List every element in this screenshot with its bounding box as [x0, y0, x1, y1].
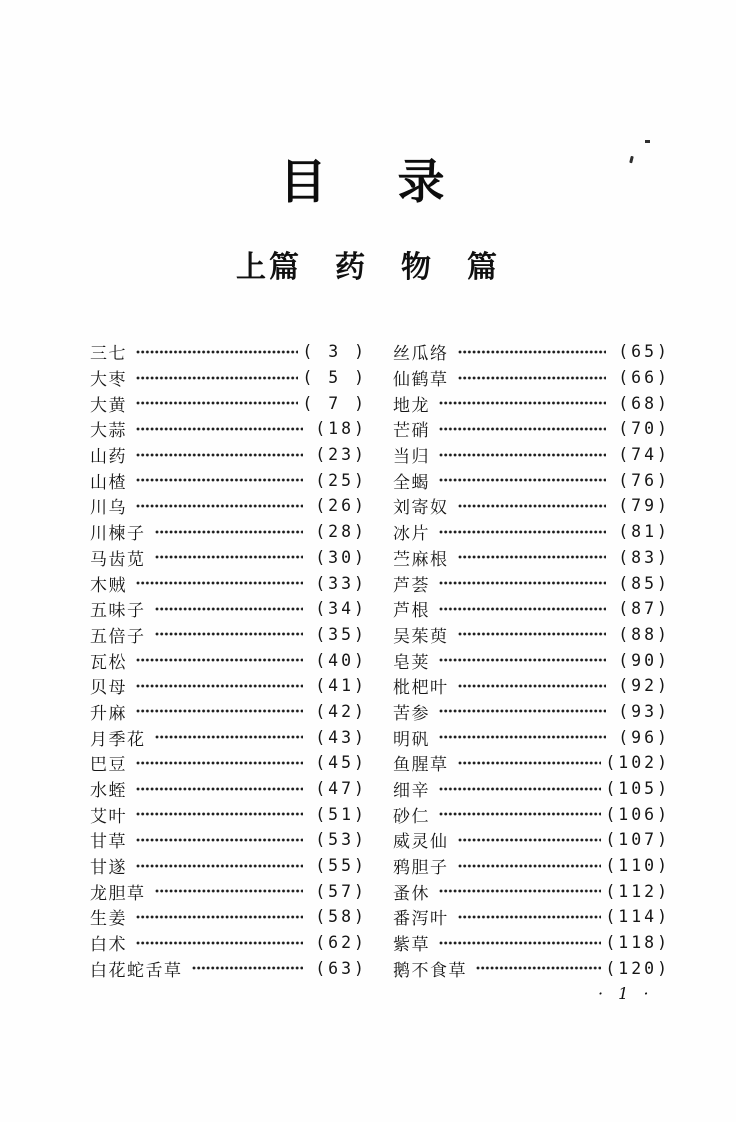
entry-name: 月季花 — [90, 729, 146, 749]
toc-entry — [90, 827, 367, 853]
folio-page-number: · 1 · — [598, 984, 654, 1003]
entry-page: (88) — [618, 624, 670, 644]
dot-leader — [136, 423, 303, 437]
entry-page: (90) — [618, 650, 670, 670]
entry-name: 生姜 — [90, 909, 127, 929]
dot-leader — [136, 654, 303, 668]
entry-page: (40) — [315, 650, 367, 670]
dot-leader — [458, 500, 607, 514]
entry-page: (53) — [315, 830, 367, 850]
toc-entry — [393, 622, 670, 648]
toc-entry — [90, 956, 367, 982]
toc-entry — [393, 467, 670, 493]
dot-leader — [136, 911, 303, 925]
entry-page: (76) — [618, 470, 670, 490]
dot-leader — [439, 654, 606, 668]
entry-page: (34) — [315, 599, 367, 619]
dot-leader — [458, 551, 607, 565]
entry-page: (26) — [315, 496, 367, 516]
entry-page: (62) — [315, 933, 367, 953]
toc-entry — [90, 853, 367, 879]
entry-name: 砂仁 — [393, 806, 430, 826]
entry-name: 水蛭 — [90, 781, 127, 801]
entry-name: 番泻叶 — [393, 909, 449, 929]
entry-name: 皂荚 — [393, 652, 430, 672]
toc-entry — [90, 365, 367, 391]
toc-entry — [90, 442, 367, 468]
toc-column-left — [90, 339, 367, 981]
entry-name: 威灵仙 — [393, 832, 449, 852]
dot-leader — [136, 757, 303, 771]
dot-leader — [458, 834, 602, 848]
dot-leader — [439, 526, 606, 540]
dot-leader — [155, 551, 304, 565]
toc-entry — [393, 570, 670, 596]
scan-speck — [645, 140, 650, 143]
dot-leader — [136, 346, 298, 360]
toc-entry — [393, 493, 670, 519]
entry-name: 芒硝 — [393, 421, 430, 441]
toc-entry — [90, 416, 367, 442]
dot-leader — [136, 577, 303, 591]
entry-page: (114) — [605, 907, 670, 927]
toc-entry — [393, 365, 670, 391]
dot-leader — [155, 885, 304, 899]
entry-page: (58) — [315, 907, 367, 927]
toc-entry — [393, 339, 670, 365]
section-heading: 上篇 药 物 篇 — [236, 251, 500, 284]
dot-leader — [136, 808, 303, 822]
entry-name: 山药 — [90, 447, 127, 467]
entry-page: (120) — [605, 958, 670, 978]
entry-page: (66) — [618, 368, 670, 388]
toc-entry — [90, 673, 367, 699]
page-title: 目 录 — [279, 155, 457, 210]
toc-entry — [90, 570, 367, 596]
entry-name: 鱼腥草 — [393, 755, 449, 775]
dot-leader — [136, 397, 298, 411]
toc-entry — [393, 956, 670, 982]
toc-entry — [90, 724, 367, 750]
entry-name: 大蒜 — [90, 421, 127, 441]
toc-entry — [393, 699, 670, 725]
entry-page: (33) — [315, 573, 367, 593]
entry-name: 山楂 — [90, 472, 127, 492]
toc-entry — [90, 801, 367, 827]
toc-entry — [393, 545, 670, 571]
entry-page: (18) — [315, 419, 367, 439]
dot-leader — [439, 603, 606, 617]
toc-entry — [90, 545, 367, 571]
toc-entry — [393, 442, 670, 468]
entry-name: 苎麻根 — [393, 549, 449, 569]
entry-page: (41) — [315, 676, 367, 696]
toc-entry — [393, 416, 670, 442]
toc-entry — [393, 596, 670, 622]
entry-name: 龙胆草 — [90, 883, 146, 903]
entry-name: 丝瓜络 — [393, 344, 449, 364]
entry-page: (51) — [315, 804, 367, 824]
dot-leader — [439, 937, 601, 951]
dot-leader — [155, 731, 304, 745]
toc-column-right — [393, 339, 670, 981]
toc-entry — [393, 827, 670, 853]
dot-leader — [439, 474, 606, 488]
entry-page: (87) — [618, 599, 670, 619]
toc-entry — [90, 930, 367, 956]
dot-leader — [439, 397, 606, 411]
dot-leader — [136, 474, 303, 488]
toc-entry — [90, 750, 367, 776]
entry-name: 川乌 — [90, 498, 127, 518]
dot-leader — [155, 603, 304, 617]
toc-entry — [90, 493, 367, 519]
entry-name: 五倍子 — [90, 626, 146, 646]
dot-leader — [458, 757, 602, 771]
toc-entry — [393, 390, 670, 416]
entry-page: (68) — [618, 393, 670, 413]
toc-entry — [90, 647, 367, 673]
entry-name: 吴茱萸 — [393, 626, 449, 646]
entry-page: (93) — [618, 701, 670, 721]
toc-entry — [90, 878, 367, 904]
dot-leader — [439, 783, 601, 797]
entry-page: (55) — [315, 856, 367, 876]
entry-page: (42) — [315, 701, 367, 721]
entry-name: 细辛 — [393, 781, 430, 801]
entry-name: 五味子 — [90, 601, 146, 621]
toc-entry — [393, 878, 670, 904]
entry-page: (106) — [605, 804, 670, 824]
dot-leader — [136, 860, 303, 874]
entry-page: (110) — [605, 856, 670, 876]
entry-name: 川楝子 — [90, 524, 146, 544]
entry-page: (96) — [618, 727, 670, 747]
toc-entry — [90, 622, 367, 648]
dot-leader — [136, 372, 298, 386]
toc-entry — [90, 339, 367, 365]
entry-page: (63) — [315, 958, 367, 978]
dot-leader — [439, 423, 606, 437]
toc-entry — [393, 776, 670, 802]
toc-entry — [393, 724, 670, 750]
entry-name: 木贼 — [90, 575, 127, 595]
toc-entry — [90, 904, 367, 930]
entry-page: (105) — [605, 779, 670, 799]
entry-page: (65) — [618, 342, 670, 362]
entry-name: 全蝎 — [393, 472, 430, 492]
entry-page: ( 5 ) — [302, 368, 367, 388]
entry-name: 枇杷叶 — [393, 678, 449, 698]
entry-page: (118) — [605, 933, 670, 953]
entry-name: 地龙 — [393, 395, 430, 415]
dot-leader — [458, 860, 602, 874]
toc-entry — [393, 853, 670, 879]
entry-page: (112) — [605, 881, 670, 901]
dot-leader — [136, 705, 303, 719]
entry-name: 白花蛇舌草 — [90, 960, 183, 980]
entry-page: (79) — [618, 496, 670, 516]
entry-name: 鹅不食草 — [393, 960, 467, 980]
entry-page: (30) — [315, 547, 367, 567]
entry-page: (102) — [605, 753, 670, 773]
entry-name: 明矾 — [393, 729, 430, 749]
entry-page: (28) — [315, 522, 367, 542]
entry-name: 贝母 — [90, 678, 127, 698]
entry-page: (107) — [605, 830, 670, 850]
entry-name: 艾叶 — [90, 806, 127, 826]
dot-leader — [439, 885, 601, 899]
entry-name: 瓦松 — [90, 652, 127, 672]
toc-entry — [393, 519, 670, 545]
entry-name: 升麻 — [90, 703, 127, 723]
entry-page: ( 3 ) — [302, 342, 367, 362]
dot-leader — [458, 372, 607, 386]
dot-leader — [155, 628, 304, 642]
entry-name: 芦根 — [393, 601, 430, 621]
dot-leader — [476, 962, 601, 976]
entry-name: 大黄 — [90, 395, 127, 415]
dot-leader — [458, 680, 607, 694]
dot-leader — [136, 500, 303, 514]
entry-name: 鸦胆子 — [393, 858, 449, 878]
entry-name: 大枣 — [90, 370, 127, 390]
dot-leader — [439, 731, 606, 745]
dot-leader — [439, 577, 606, 591]
entry-name: 蚤休 — [393, 883, 430, 903]
entry-page: (74) — [618, 445, 670, 465]
entry-name: 当归 — [393, 447, 430, 467]
dot-leader — [155, 526, 304, 540]
toc-entry — [90, 390, 367, 416]
dot-leader — [439, 449, 606, 463]
toc-entry — [393, 904, 670, 930]
entry-page: (70) — [618, 419, 670, 439]
entry-page: (85) — [618, 573, 670, 593]
toc-entry — [393, 750, 670, 776]
dot-leader — [136, 449, 303, 463]
entry-page: (35) — [315, 624, 367, 644]
toc-entry — [393, 647, 670, 673]
entry-name: 巴豆 — [90, 755, 127, 775]
toc-entry — [393, 930, 670, 956]
toc-entry — [90, 776, 367, 802]
table-of-contents — [90, 339, 670, 981]
entry-name: 甘遂 — [90, 858, 127, 878]
dot-leader — [439, 705, 606, 719]
toc-entry — [90, 596, 367, 622]
entry-page: (47) — [315, 779, 367, 799]
dot-leader — [458, 628, 607, 642]
entry-page: ( 7 ) — [302, 393, 367, 413]
entry-page: (45) — [315, 753, 367, 773]
toc-entry — [90, 467, 367, 493]
entry-page: (25) — [315, 470, 367, 490]
entry-name: 三七 — [90, 344, 127, 364]
dot-leader — [192, 962, 304, 976]
entry-name: 马齿苋 — [90, 549, 146, 569]
entry-name: 苦参 — [393, 703, 430, 723]
entry-page: (92) — [618, 676, 670, 696]
dot-leader — [439, 808, 601, 822]
entry-name: 冰片 — [393, 524, 430, 544]
toc-entry — [393, 673, 670, 699]
entry-name: 白术 — [90, 935, 127, 955]
entry-page: (81) — [618, 522, 670, 542]
entry-name: 刘寄奴 — [393, 498, 449, 518]
entry-page: (23) — [315, 445, 367, 465]
entry-name: 甘草 — [90, 832, 127, 852]
entry-name: 仙鹤草 — [393, 370, 449, 390]
entry-page: (57) — [315, 881, 367, 901]
entry-name: 紫草 — [393, 935, 430, 955]
entry-page: (43) — [315, 727, 367, 747]
toc-entry — [90, 699, 367, 725]
dot-leader — [136, 937, 303, 951]
dot-leader — [136, 783, 303, 797]
dot-leader — [136, 834, 303, 848]
dot-leader — [136, 680, 303, 694]
entry-name: 芦荟 — [393, 575, 430, 595]
dot-leader — [458, 911, 602, 925]
toc-entry — [90, 519, 367, 545]
dot-leader — [458, 346, 607, 360]
entry-page: (83) — [618, 547, 670, 567]
toc-entry — [393, 801, 670, 827]
